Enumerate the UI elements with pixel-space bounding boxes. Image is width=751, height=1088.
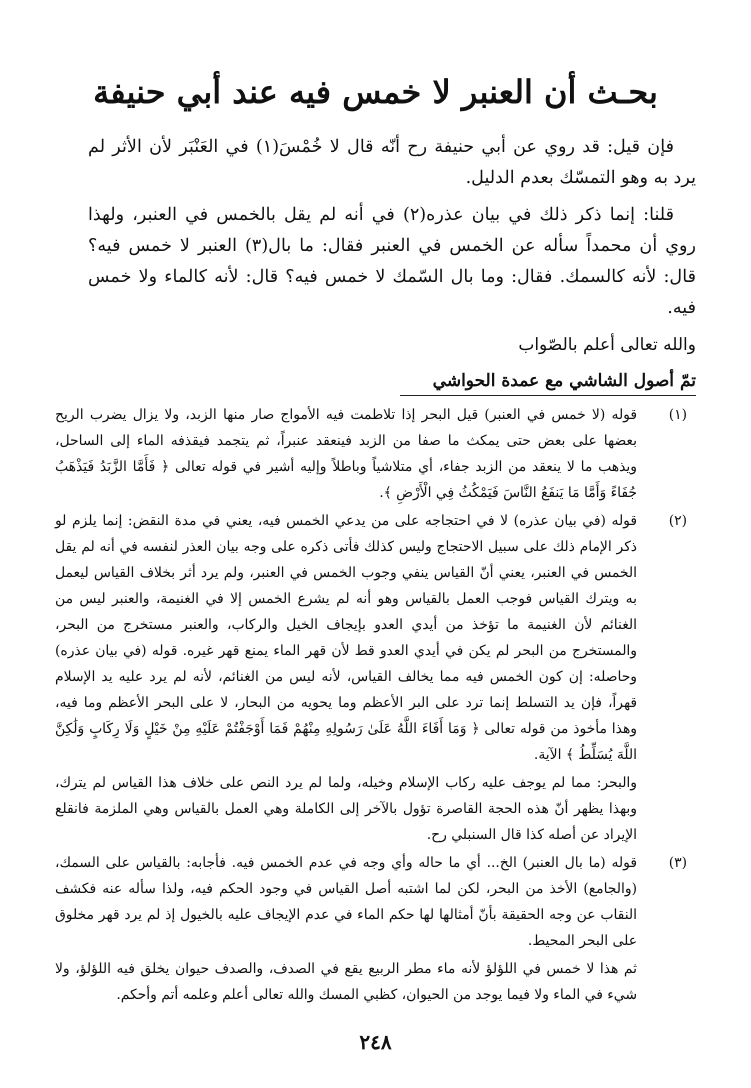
footnote-final-paragraph: ثم هذا لا خمس في اللؤلؤ لأنه ماء مطر الربيع يقع في الصدف، والصدف حيوان يخلق فيه اللؤلؤ، ولا شيء في الماء ولا فيما يوجد من الحيوان، كظبي المسك والله تعالى أعلم وعلمه أتم وأحكم. — [55, 961, 637, 1003]
footnote-divider — [400, 395, 696, 396]
footnote-text: قوله (في بيان عذره) لا في احتجاجه على من يدعي الخمس فيه، يعني في مدة النقض: إنما يلزم لو ذكر الإمام ذلك على سبيل الاحتجاج وليس كذلك فأتى ذكره على وجه بيان العذر لنفسه في أنه لم يقل الخمس في العنبر، يعني أنّ القياس ينفي وجوب الخمس في العنبر، ولم يرد أثر بخلاف القياس ليعمل به ويترك القياس فوجب العمل بالقياس وهو أنه لم يشرع الخمس إلا في الغنيمة، والعنبر ليس من الغنائم لأن الغنيمة ما تؤخذ من أيدي العدو بإيجاف الخيل والركاب، والعنبر مستخرج من البحر، والمستخرج من البحر لم يكن في أيدي العدو قط لأن قهر الماء يمنع قهر غيره. قوله (في بيان عذره) وحاصله: إن كون الخمس فيه مما يخالف القياس، لأنه ليس من الغنائم، لأنه لم يرد عليه يد الإسلام قهراً، فإن يد التسلط إنما ترد على البر الأعظم وما يحويه من البحار، لا على البحر الأعظم وما فيه، وهذا مأخوذ من قوله تعالى ﴿ وَمَا أَفَاءَ اللَّهُ عَلَىٰ رَسُولِهِ مِنْهُمْ فَمَا أَوْجَفْتُمْ عَلَيْهِ مِنْ خَيْلٍ وَلَا رِكَابٍ وَلَٰكِنَّ اللَّهَ يُسَلِّطُ ﴾ الآية. — [55, 513, 637, 763]
footnote-number: (١) — [668, 407, 687, 423]
footnote-number: (٢) — [668, 513, 687, 529]
paragraph-objection: فإن قيل: قد روي عن أبي حنيفة رح أنّه قال لا خُمْسَ(١) في العَنْبَر لأن الأثر لم يرد به وهو التمسّك بعدم الدليل. — [88, 137, 696, 188]
footnote-text: قوله (ما بال العنبر) الخ... أي ما حاله وأي وجه في عدم الخمس فيه. فأجابه: بالقياس على السمك، (والجامع) الأخذ من البحر، لكن لما اشتبه أصل القياس في وجود الحكم فيه، ولذا سأله عنه فكشف النقاب عن وجه الحقيقة بأنّ أمثالها لها حكم الماء في عدم الإيجاف عليه بالخيول إذ لم يرد قهر مخلوق على البحر المحيط. — [55, 855, 637, 949]
footnote-1 — [55, 402, 695, 506]
page-title: بحـث أن العنبر لا خمس فيه عند أبي حنيفة — [93, 73, 658, 111]
footnote-continuation: والبحر: مما لم يوجف عليه ركاب الإسلام وخيله، ولما لم يرد النص على خلاف هذا القياس لم يترك، وبهذا يظهر أنّ هذه الحجة القاصرة تؤول بالآخر إلى الكاملة وهي العمل بالقياس وهي الملزمة فانقلع الإيراد عن أصله كذا قال السنبلي رح. — [55, 775, 637, 843]
main-text — [88, 132, 696, 402]
footnotes — [55, 402, 695, 1010]
paragraph-reply: قلنا: إنما ذكر ذلك في بيان عذره(٢) في أنه لم يقل بالخمس في العنبر، ولهذا روي أن محمداً سأله عن الخمس في العنبر فقال: ما بال(٣) العنبر لا خمس فيه؟ قال: لأنه كالسمك. فقال: وما بال السّمك لا خمس فيه؟ قال: لأنه كالماء ولا خمس فيه. — [88, 205, 696, 318]
footnote-2 — [55, 508, 695, 768]
footnote-3 — [55, 850, 695, 954]
footnote-text: قوله (لا خمس في العنبر) قيل البحر إذا تلاطمت فيه الأمواج صار منها الزبد، ولا يزال يضرب الريح بعضها على بعض حتى يمكث ما صفا من الزبد فينعقد عنبراً، ثم يتجمد فيقذفه الماء إلى الساحل، ويذهب ما لا ينعقد من الزبد جفاء، أي متلاشياً وباطلاً وإليه أشير في قوله تعالى ﴿ فَأَمَّا الزَّبَدُ فَيَذْهَبُ جُفَاءً وَأَمَّا مَا يَنفَعُ النَّاسَ فَيَمْكُثُ فِي الْأَرْضِ ﴾. — [55, 407, 637, 501]
page-number: ٢٤٨ — [359, 1030, 392, 1054]
completion-line: تمّ أصول الشاشي مع عمدة الحواشي — [432, 371, 696, 391]
footnote-number: (٣) — [668, 855, 687, 871]
closing-line: والله تعالى أعلم بالصّواب — [518, 335, 696, 355]
